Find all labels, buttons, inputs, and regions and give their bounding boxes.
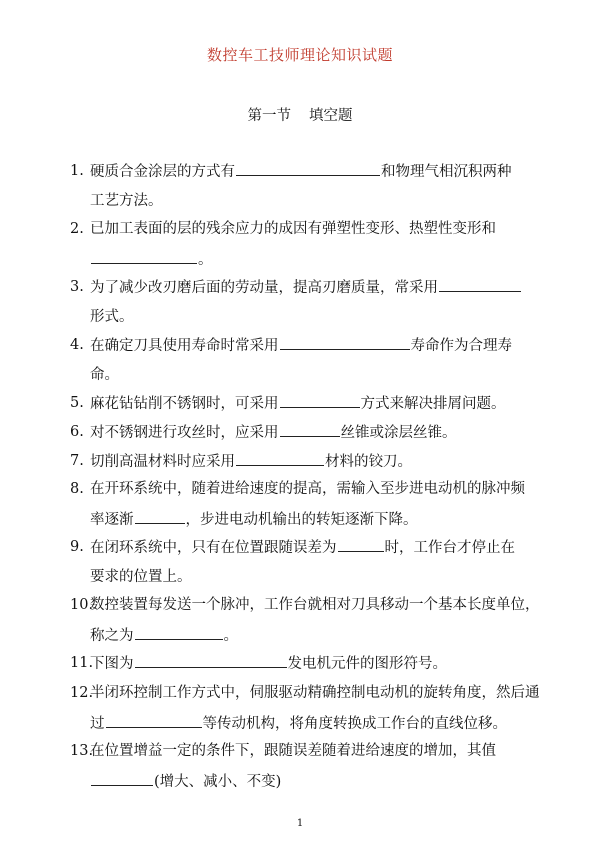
question-text: 数控装置每发送一个脉冲，工作台就相对刀具移动一个基本长度单位， — [90, 597, 540, 613]
question-text: 为了减少改刃磨后面的劳动量，提高刃磨质量，常采用 — [90, 280, 438, 296]
question-text: 率逐渐 — [90, 512, 134, 528]
answer-blank[interactable] — [280, 393, 360, 408]
question-number: 2. — [70, 221, 84, 237]
question-9 — [70, 537, 520, 587]
question-text: 已加工表面的层的残余应力的成因有弹塑性变形、热塑性变形和 — [90, 221, 496, 237]
question-text: 称之为 — [90, 628, 134, 644]
question-text: 在闭环系统中，只有在位置跟随误差为 — [90, 540, 337, 556]
question-8 — [70, 479, 525, 529]
section-name: 填空题 — [309, 108, 353, 124]
question-text: 过 — [90, 716, 105, 732]
question-number: 4. — [70, 337, 84, 353]
answer-blank[interactable] — [106, 713, 202, 728]
question-10 — [70, 595, 540, 645]
answer-blank[interactable] — [91, 771, 153, 786]
answer-blank[interactable] — [236, 161, 380, 176]
answer-blank[interactable] — [135, 509, 185, 524]
question-11 — [70, 653, 520, 673]
question-text: 寿命作为合理寿 — [410, 338, 512, 354]
question-number: 8. — [70, 481, 84, 497]
question-number: 10. — [70, 597, 94, 613]
question-text: 命。 — [90, 367, 119, 383]
section-number: 第一节 — [247, 108, 291, 124]
question-3 — [70, 277, 520, 327]
question-text: 要求的位置上。 — [90, 569, 192, 585]
page-number: 1 — [296, 818, 304, 829]
question-text: 硬质合金涂层的方式有 — [90, 164, 235, 180]
answer-blank[interactable] — [135, 625, 223, 640]
question-text: 麻花钻钻削不锈钢时，可采用 — [90, 396, 279, 412]
question-number: 3. — [70, 279, 84, 295]
question-text: 。 — [223, 628, 238, 644]
question-text: 丝锥或涂层丝锥。 — [340, 425, 457, 441]
question-text: 方式来解决排屑问题。 — [360, 396, 506, 412]
answer-blank[interactable] — [135, 653, 287, 668]
question-2 — [70, 219, 520, 269]
answer-blank[interactable] — [91, 249, 197, 264]
question-12 — [70, 683, 540, 733]
question-text: 和物理气相沉积两种 — [381, 164, 512, 180]
question-4 — [70, 335, 520, 385]
question-text: 。 — [198, 252, 213, 268]
question-number: 9. — [70, 539, 84, 555]
answer-blank[interactable] — [280, 335, 410, 350]
answer-blank[interactable] — [338, 537, 384, 552]
question-number: 7. — [70, 453, 84, 469]
question-number: 11. — [70, 655, 94, 671]
question-5 — [70, 393, 520, 413]
answer-blank[interactable] — [280, 422, 340, 437]
question-13 — [70, 741, 520, 791]
question-number: 13. — [70, 743, 94, 759]
question-number: 6. — [70, 424, 84, 440]
question-text: 时，工作台才停止在 — [384, 540, 515, 556]
question-text: 形式。 — [90, 309, 134, 325]
question-1 — [70, 161, 520, 211]
question-text: 半闭环控制工作方式中，伺服驱动精确控制电动机的旋转角度，然后通 — [90, 685, 540, 701]
question-6 — [70, 422, 520, 442]
question-text: 在确定刀具使用寿命时常采用 — [90, 338, 279, 354]
question-text: 等传动机构，将角度转换成工作台的直线位移。 — [202, 716, 507, 732]
question-text: 在位置增益一定的条件下，跟随误差随着进给速度的增加，其值 — [90, 743, 496, 759]
question-text: 材料的铰刀。 — [325, 454, 412, 470]
question-text: ，步进电动机输出的转矩逐渐下降。 — [185, 512, 418, 528]
question-text: (增大、减小、不变) — [154, 774, 282, 790]
question-text: 在开环系统中，随着进给速度的提高，需输入至步进电动机的脉冲频 — [90, 481, 525, 497]
question-text: 工艺方法。 — [90, 193, 163, 209]
question-7 — [70, 451, 520, 471]
question-number: 12. — [70, 685, 94, 701]
question-text: 切削高温材料时应采用 — [90, 454, 235, 470]
document-title: 数控车工技师理论知识试题 — [206, 46, 393, 64]
answer-blank[interactable] — [236, 451, 324, 466]
answer-blank[interactable] — [439, 277, 521, 292]
question-number: 5. — [70, 395, 84, 411]
question-number: 1. — [70, 163, 84, 179]
question-text: 对不锈钢进行攻丝时，应采用 — [90, 425, 279, 441]
question-text: 下图为 — [90, 656, 134, 672]
section-heading — [0, 104, 600, 125]
question-text: 发电机元件的图形符号。 — [287, 656, 447, 672]
